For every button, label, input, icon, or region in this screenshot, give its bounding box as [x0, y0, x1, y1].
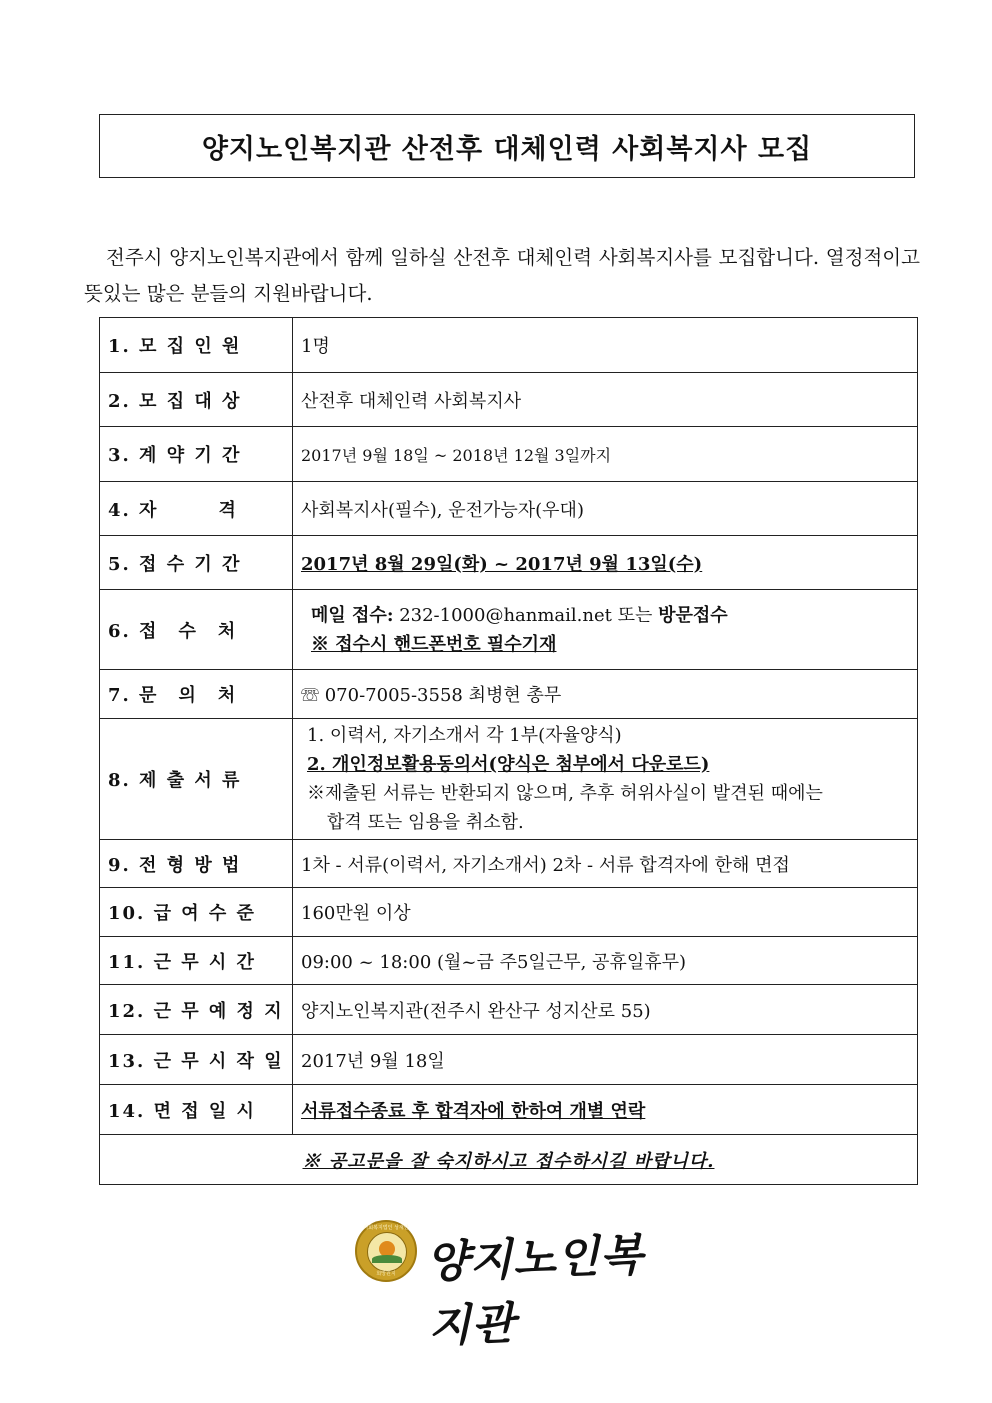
- table-row: [100, 1085, 918, 1135]
- row-value-cell: [293, 590, 918, 670]
- row-value: 1차 - 서류(이력서, 자기소개서) 2차 - 서류 합격자에 한해 면접: [293, 840, 918, 888]
- logo-name: 양지노인복지관: [425, 1229, 645, 1353]
- row-label: 6. 접 수 처: [100, 590, 293, 670]
- row-label: 2. 모 집 대 상: [100, 373, 293, 427]
- document-note: ※제출된 서류는 반환되지 않으며, 추후 허위사실이 발견된 때에는: [307, 783, 823, 804]
- row-value-cell: [293, 719, 918, 840]
- table-row: [100, 1135, 918, 1185]
- row-label: 10. 급 여 수 준: [100, 888, 293, 937]
- email-address: 232-1000@hanmail.net 또는: [393, 604, 659, 626]
- table-row: [100, 318, 918, 373]
- table-row: [100, 719, 918, 840]
- table-row: [100, 590, 918, 670]
- row-label: 9. 전 형 방 법: [100, 840, 293, 888]
- visit-label: 방문접수: [658, 604, 728, 626]
- row-label: 1. 모 집 인 원: [100, 318, 293, 373]
- reception-note: ※ 접수시 핸드폰번호 필수기재: [311, 633, 557, 655]
- table-row: [100, 670, 918, 719]
- row-value: 2017년 9월 18일: [293, 1035, 918, 1085]
- row-value: 산전후 대체인력 사회복지사: [293, 373, 918, 427]
- table-row: [100, 536, 918, 590]
- row-value: 2017년 9월 18일 ~ 2018년 12월 3일까지: [293, 427, 918, 482]
- table-row: [100, 937, 918, 985]
- row-label: 4. 자 격: [100, 482, 293, 536]
- intro-paragraph: 전주시 양지노인복지관에서 함께 일하실 산전후 대체인력 사회복지사를 모집합니다. 열정적이고 뜻있는 많은 분들의 지원바랍니다.: [84, 246, 920, 305]
- seal-text-top: 사회복지법인 성재단: [363, 1225, 409, 1231]
- row-label: 11. 근 무 시 간: [100, 937, 293, 985]
- reception-period: 2017년 8월 29일(화) ~ 2017년 9월 13일(수): [301, 553, 703, 575]
- table-row: [100, 427, 918, 482]
- table-row: [100, 888, 918, 937]
- document-line-1: 1. 이력서, 자기소개서 각 1부(자율양식): [307, 725, 622, 746]
- row-value: ☏ 070-7005-3558 최병현 총무: [293, 670, 918, 719]
- document-line-2: 2. 개인정보활용동의서(양식은 첨부에서 다운로드): [307, 754, 710, 775]
- document-note-cont: 합격 또는 임용을 취소함.: [327, 812, 524, 833]
- page-title: 양지노인복지관 산전후 대체인력 사회복지사 모집: [201, 133, 813, 165]
- footer-note: ※ 공고문을 잘 숙지하시고 접수하시길 바랍니다.: [100, 1135, 918, 1185]
- row-label: 12. 근 무 예 정 지: [100, 985, 293, 1035]
- organization-logo: [355, 1216, 675, 1353]
- seal-emblem: [355, 1220, 417, 1282]
- row-value: 160만원 이상: [293, 888, 918, 937]
- row-value-cell: [293, 1085, 918, 1135]
- hill-icon: [372, 1255, 402, 1263]
- row-value: 09:00 ~ 18:00 (월~금 주5일근무, 공휴일휴무): [293, 937, 918, 985]
- row-value-cell: [293, 536, 918, 590]
- row-value: 양지노인복지관(전주시 완산구 성지산로 55): [293, 985, 918, 1035]
- interview-info: 서류접수종료 후 합격자에 한하여 개별 연락: [301, 1100, 646, 1122]
- info-table: [99, 317, 918, 1185]
- table-row: [100, 482, 918, 536]
- table-row: [100, 840, 918, 888]
- row-label: 3. 계 약 기 간: [100, 427, 293, 482]
- mail-label: 메일 접수:: [311, 604, 394, 626]
- row-value: 사회복지사(필수), 운전가능자(우대): [293, 482, 918, 536]
- row-label: 14. 면 접 일 시: [100, 1085, 293, 1135]
- seal-inner: [367, 1232, 407, 1272]
- reception-line-1: [311, 601, 917, 630]
- row-label: 7. 문 의 처: [100, 670, 293, 719]
- title-box: [99, 114, 915, 178]
- row-label: 13. 근 무 시 작 일: [100, 1035, 293, 1085]
- row-label: 8. 제 출 서 류: [100, 719, 293, 840]
- table-row: [100, 373, 918, 427]
- table-row: [100, 985, 918, 1035]
- seal-text-bottom: 희망원지: [376, 1271, 396, 1277]
- row-label: 5. 접 수 기 간: [100, 536, 293, 590]
- row-value: 1명: [293, 318, 918, 373]
- table-row: [100, 1035, 918, 1085]
